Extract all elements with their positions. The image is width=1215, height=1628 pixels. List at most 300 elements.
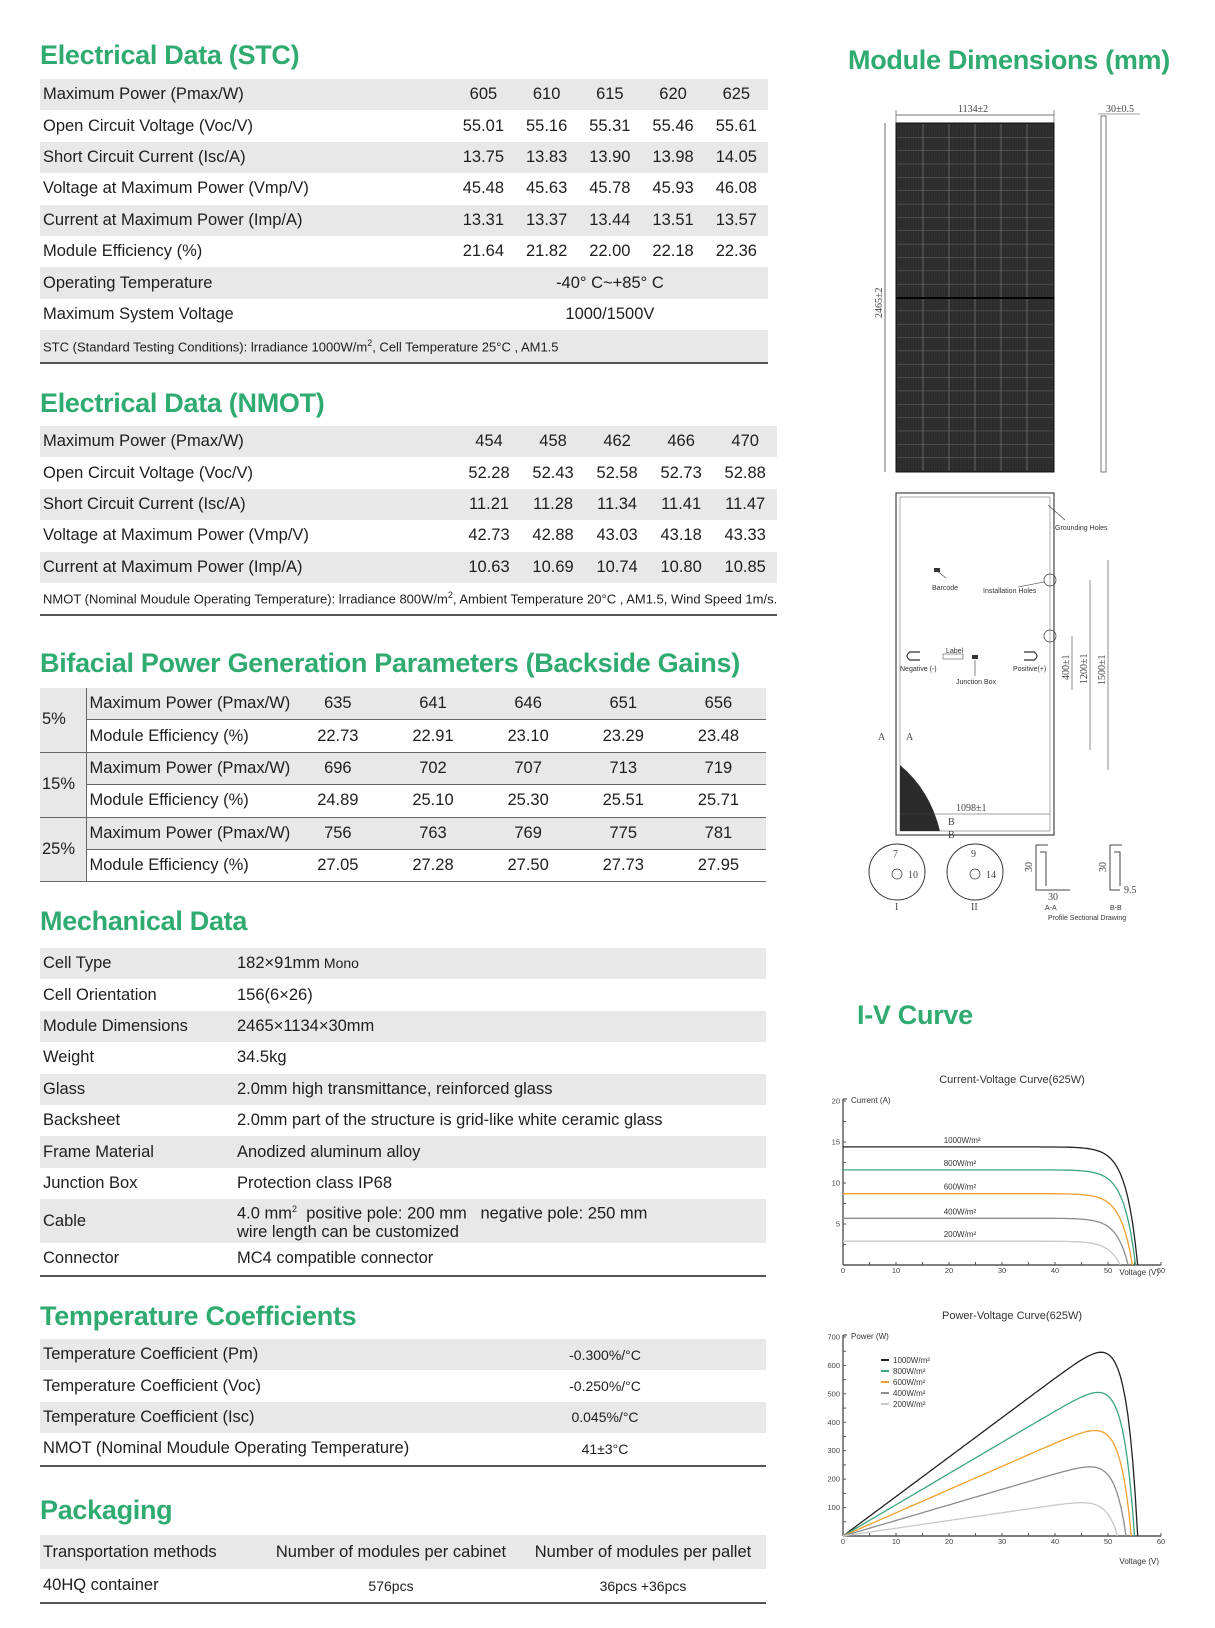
- value-cell: 13.57: [705, 205, 768, 236]
- value-cell: 41±3°C: [581, 1440, 629, 1457]
- series-label: 1000W/m²: [943, 1135, 981, 1145]
- profile-bb: [1110, 845, 1122, 890]
- value-cell: 52.88: [724, 463, 766, 482]
- packaging-cell: 36pcs +36pcs: [599, 1577, 687, 1594]
- x-tick-label: 40: [1050, 1266, 1060, 1275]
- value-cell: 756: [290, 817, 385, 849]
- value-cell: 13.75: [452, 142, 515, 173]
- iv-curve-title: I-V Curve: [857, 1000, 973, 1030]
- row-label: Temperature Coefficient (Voc): [43, 1376, 261, 1395]
- value-cell: 27.73: [576, 849, 671, 881]
- value-cell: 46.08: [715, 179, 757, 198]
- backside-gain: 15%: [40, 752, 86, 817]
- profile-bb-name: B-B: [1110, 905, 1122, 912]
- value-cell: 13.37: [515, 205, 578, 236]
- backside-gain: 25%: [40, 817, 86, 882]
- stc-row: [40, 205, 768, 236]
- row-value: [234, 1168, 766, 1199]
- row-value: [234, 1136, 766, 1167]
- row-label: Temperature Coefficient (Isc): [40, 1402, 510, 1433]
- row-label: Connector: [43, 1249, 120, 1268]
- bifacial-row: [40, 817, 766, 849]
- value-cell: 27.50: [481, 849, 576, 881]
- value-suffix: Mono: [320, 955, 359, 972]
- value-cell: 775: [576, 817, 671, 849]
- value-cell: 23.48: [671, 720, 766, 752]
- value-cell: 23.29: [576, 720, 671, 752]
- x-tick-label: 50: [1103, 1266, 1113, 1275]
- series-label: 600W/m²: [943, 1182, 977, 1192]
- row-label: Maximum Power (Pmax/W): [86, 688, 290, 720]
- back-view: [878, 493, 1108, 841]
- mechanical-table: [40, 948, 766, 1277]
- chart-title: Current-Voltage Curve(625W): [939, 1074, 1085, 1086]
- value-cell: 641: [385, 688, 480, 720]
- value-cell: 13.83: [515, 142, 578, 173]
- x-tick-label: 30: [997, 1266, 1007, 1275]
- spacer-cell: [700, 1339, 766, 1370]
- value-cell: 52.58: [596, 463, 638, 482]
- value-cell: 22.91: [385, 720, 480, 752]
- value-cell: 11.47: [713, 489, 777, 520]
- series-line-1000: [843, 1352, 1138, 1536]
- row-value: [234, 1105, 766, 1136]
- y-tick-label: 700: [827, 1332, 840, 1342]
- value-cell: -40° C~+85° C: [452, 267, 768, 298]
- height-dimension: 2465±2: [874, 287, 885, 318]
- section-b-top: B: [948, 817, 955, 828]
- packaging-row: [40, 1569, 766, 1603]
- x-axis-label: Voltage (V): [1119, 1557, 1159, 1566]
- x-tick-label: 0: [840, 1266, 846, 1275]
- dim-1500: 1500±1: [1097, 654, 1108, 685]
- value-cell: 55.31: [589, 116, 631, 135]
- legend-label: 800W/m²: [893, 1367, 926, 1376]
- value-cell: 462: [585, 426, 649, 457]
- nmot-row: [40, 426, 777, 457]
- value-cell: 466: [649, 426, 713, 457]
- value-cell: 13.44: [578, 205, 641, 236]
- backside-gain: 5%: [40, 688, 86, 752]
- row-label: Module Efficiency (%): [86, 849, 290, 881]
- detail-i-w: 7: [893, 849, 898, 860]
- row-label: Cell Orientation: [43, 985, 157, 1004]
- stc-title: Electrical Data (STC): [40, 40, 300, 70]
- value-text: 2.0mm high transmittance, reinforced glass: [237, 1079, 553, 1098]
- y-tick-label: 5: [835, 1219, 840, 1229]
- row-label: Module Efficiency (%): [86, 785, 290, 817]
- value-sup: 2: [292, 1203, 298, 1214]
- max-system-voltage-row: [40, 299, 768, 330]
- legend-label: 600W/m²: [893, 1378, 926, 1387]
- detail-ii-w: 9: [971, 849, 976, 860]
- value-text: 2465×1134×30mm: [237, 1016, 375, 1035]
- mechanical-row: [40, 1074, 766, 1105]
- note-text: STC (Standard Testing Conditions): lrradiance 1000W/m: [43, 338, 368, 354]
- current-voltage-chart: [820, 1070, 1200, 1290]
- value-cell: 707: [481, 752, 576, 784]
- value-cell: 13.51: [641, 205, 704, 236]
- value-cell: 719: [671, 752, 766, 784]
- value-text: Anodized aluminum alloy: [237, 1142, 421, 1161]
- row-label: Cell Type: [40, 948, 234, 979]
- note-text: NMOT (Nominal Moudule Operating Temperature): lrradiance 800W/m: [43, 591, 448, 607]
- value-cell: 696: [290, 752, 385, 784]
- value-cell: 656: [671, 688, 766, 720]
- value-cell: 52.73: [660, 463, 702, 482]
- profile-aa: [1036, 845, 1070, 890]
- x-tick-label: 60: [1156, 1537, 1166, 1546]
- detail-ii-h: 14: [986, 870, 996, 881]
- row-value: [234, 979, 766, 1010]
- mechanical-row: [40, 1011, 766, 1042]
- value-cell: 635: [290, 688, 385, 720]
- nmot-table: [40, 426, 777, 616]
- packaging-title: Packaging: [40, 1495, 173, 1525]
- mechanical-row: [40, 1168, 766, 1199]
- x-tick-label: 20: [944, 1266, 954, 1275]
- series-line-200: [843, 1241, 1120, 1265]
- series-label: 200W/m²: [943, 1230, 977, 1240]
- bifacial-row: [40, 849, 766, 881]
- y-tick-label: 200: [827, 1474, 840, 1484]
- mechanical-row: [40, 1243, 766, 1275]
- value-cell: 55.01: [462, 116, 505, 135]
- bifacial-row: [40, 688, 766, 720]
- packaging-table: [40, 1535, 766, 1604]
- value-cell: 458: [521, 426, 585, 457]
- x-axis-label: Voltage (V): [1119, 1268, 1159, 1277]
- note-text: , Cell Temperature 25°C , AM1.5: [372, 338, 559, 354]
- section-a-left: A: [878, 732, 886, 743]
- value-text: Protection class IP68: [237, 1173, 392, 1192]
- value-cell: 454: [457, 426, 521, 457]
- spacer-cell: [700, 1433, 766, 1465]
- value-cell: 713: [576, 752, 671, 784]
- operating-temperature-row: [40, 267, 768, 298]
- bifacial-row: [40, 785, 766, 817]
- x-tick-label: 10: [891, 1266, 901, 1275]
- row-label: Backsheet: [43, 1111, 121, 1130]
- x-tick-label: 40: [1050, 1537, 1060, 1546]
- legend-label: 1000W/m²: [893, 1356, 930, 1365]
- value-cell: 605: [452, 79, 515, 110]
- thickness-dimension: 30±0.5: [1106, 104, 1134, 115]
- value-cell: 11.28: [521, 489, 585, 520]
- value-cell: 0.045%/°C: [510, 1402, 700, 1433]
- value-cell: -0.300%/°C: [510, 1339, 700, 1370]
- value-cell: 10.85: [713, 552, 777, 583]
- stc-note: STC (Standard Testing Conditions): lrradiance $1000W/m^2$, Cell Temperature 25°C , AM1.5: [40, 330, 768, 362]
- stc-table: [40, 79, 768, 364]
- y-tick-label: 400: [827, 1417, 840, 1427]
- value-cell: 763: [385, 817, 480, 849]
- value-cell: 27.05: [290, 849, 385, 881]
- row-label: Module Efficiency (%): [43, 242, 203, 261]
- packaging-header: Number of modules per pallet: [520, 1535, 766, 1569]
- value-cell: 55.46: [652, 116, 694, 135]
- x-tick-label: 20: [944, 1537, 954, 1546]
- row-value: [234, 948, 766, 979]
- installation-holes-label: Installation Holes: [983, 588, 1037, 595]
- row-label: Module Efficiency (%): [86, 720, 290, 752]
- value-cell: 43.03: [596, 526, 638, 545]
- value-cell: 781: [671, 817, 766, 849]
- value-text: 34.5kg: [237, 1048, 287, 1067]
- stc-row: [40, 173, 768, 204]
- value-cell: 21.64: [462, 242, 505, 261]
- value-cell: 769: [481, 817, 576, 849]
- profile-bb-h: 30: [1098, 862, 1109, 872]
- temperature-table: [40, 1339, 766, 1467]
- y-axis-label: Power (W): [851, 1332, 889, 1341]
- value-cell: 52.28: [468, 463, 510, 482]
- junction-box-icon: [972, 655, 978, 659]
- temperature-row: [40, 1339, 766, 1370]
- value-cell: 45.63: [525, 179, 568, 198]
- row-label: Voltage at Maximum Power (Vmp/V): [43, 179, 309, 198]
- mechanical-row: [40, 1136, 766, 1167]
- row-label: Short Circuit Current (Isc/A): [40, 489, 457, 520]
- row-label: Open Circuit Voltage (Voc/V): [43, 463, 254, 482]
- value-cell: 1000/1500V: [565, 304, 655, 323]
- row-label: Current at Maximum Power (Imp/A): [40, 552, 457, 583]
- module-dimension-drawing: [840, 100, 1200, 960]
- value-cell: 25.30: [481, 785, 576, 817]
- value-text: 156(6×26): [237, 985, 313, 1004]
- nmot-title: Electrical Data (NMOT): [40, 388, 325, 418]
- row-label: Current at Maximum Power (Imp/A): [40, 205, 452, 236]
- barcode-label: Barcode: [932, 585, 959, 592]
- value-cell: 10.69: [521, 552, 585, 583]
- value-cell: 24.89: [290, 785, 385, 817]
- value-cell: 10.74: [585, 552, 649, 583]
- stc-row: [40, 79, 768, 110]
- value-cell: 13.98: [641, 142, 704, 173]
- product-label: Label: [946, 648, 964, 655]
- section-a-right: A: [906, 732, 914, 743]
- row-label: Cable: [40, 1199, 234, 1243]
- value-cell: 651: [576, 688, 671, 720]
- nmot-row: [40, 552, 777, 583]
- y-tick-label: 10: [831, 1178, 840, 1188]
- row-label: Weight: [43, 1048, 95, 1067]
- row-label: Maximum Power (Pmax/W): [86, 752, 290, 784]
- y-tick-label: 20: [831, 1096, 840, 1106]
- series-line-600: [843, 1431, 1131, 1537]
- value-cell: 625: [705, 79, 768, 110]
- row-value: [234, 1011, 766, 1042]
- value-cell: 13.90: [578, 142, 641, 173]
- mechanical-row: [40, 1199, 766, 1243]
- dim-1200: 1200±1: [1079, 653, 1090, 684]
- y-axis-label: Current (A): [851, 1096, 891, 1105]
- value-cell: 55.16: [525, 116, 568, 135]
- profile-aa-name: A-A: [1045, 905, 1057, 912]
- y-tick-label: 15: [831, 1137, 840, 1147]
- temperature-title: Temperature Coefficients: [40, 1301, 357, 1331]
- packaging-header: Transportation methods: [40, 1535, 262, 1569]
- nmot-note-row: [40, 583, 777, 615]
- row-label: Temperature Coefficient (Pm): [40, 1339, 510, 1370]
- profile-caption: Profile Sectional Drawing: [1048, 915, 1127, 922]
- value-cell: 22.18: [652, 242, 694, 261]
- x-tick-label: 30: [997, 1537, 1007, 1546]
- detail-ii-name: II: [971, 902, 978, 913]
- y-tick-label: 500: [827, 1389, 840, 1399]
- stc-row: [40, 236, 768, 267]
- row-label: Operating Temperature: [40, 267, 452, 298]
- value-cell: 25.10: [385, 785, 480, 817]
- value-cell: 52.43: [532, 463, 574, 482]
- packaging-cell: 576pcs: [368, 1577, 414, 1594]
- value-text: 4.0 mm: [237, 1204, 293, 1223]
- value-cell: 11.41: [649, 489, 713, 520]
- note-text: , Ambient Temperature 20°C , AM1.5, Wind Speed 1m/s.: [452, 591, 778, 607]
- row-label: Glass: [40, 1074, 234, 1105]
- nmot-row: [40, 457, 777, 488]
- dimensions-title: Module Dimensions (mm): [848, 45, 1170, 75]
- packaging-header: Number of modules per cabinet: [262, 1535, 520, 1569]
- value-cell: 27.95: [671, 849, 766, 881]
- stc-row: [40, 110, 768, 141]
- series-label: 400W/m²: [943, 1207, 977, 1217]
- value-cell: 27.28: [385, 849, 480, 881]
- packaging-cell: 40HQ container: [43, 1576, 159, 1594]
- row-label: Voltage at Maximum Power (Vmp/V): [43, 526, 309, 545]
- series-line-800: [843, 1170, 1136, 1265]
- value-text: wire length can be customized: [237, 1223, 459, 1242]
- value-cell: 55.61: [715, 116, 757, 135]
- detail-i-name: I: [895, 902, 899, 913]
- grounding-holes-label: Grounding Holes: [1055, 525, 1108, 532]
- value-cell: 11.34: [585, 489, 649, 520]
- packaging-header-row: [40, 1535, 766, 1569]
- series-line-1000: [843, 1147, 1138, 1265]
- temperature-row: [40, 1433, 766, 1465]
- row-value: [234, 1199, 766, 1243]
- value-cell: 615: [578, 79, 641, 110]
- profile-aa-h: 30: [1024, 862, 1035, 872]
- value-cell: 620: [641, 79, 704, 110]
- temperature-row: [40, 1402, 766, 1433]
- y-tick-label: 600: [827, 1360, 840, 1370]
- value-cell: -0.250%/°C: [569, 1378, 641, 1395]
- chart-title: Power-Voltage Curve(625W): [941, 1310, 1083, 1322]
- legend-label: 200W/m²: [893, 1400, 926, 1409]
- nmot-note: NMOT (Nominal Moudule Operating Temperature): lrradiance $800W/m^2$, Ambient Temperature 20°C , AM1.5, Wind Speed 1m/s.: [43, 590, 778, 607]
- solar-panel-side: [1101, 116, 1106, 472]
- value-cell: 25.51: [576, 785, 671, 817]
- y-tick-label: 300: [827, 1446, 840, 1456]
- bifacial-row: [40, 720, 766, 752]
- series-line-600: [843, 1194, 1132, 1265]
- value-cell: 43.33: [724, 526, 766, 545]
- x-tick-label: 50: [1103, 1537, 1113, 1546]
- value-cell: 43.18: [660, 526, 702, 545]
- row-label: Frame Material: [40, 1136, 234, 1167]
- mechanical-row: [40, 979, 766, 1010]
- value-cell: 646: [481, 688, 576, 720]
- positive-label: Positive(+): [1013, 666, 1047, 673]
- row-label: Junction Box: [43, 1173, 138, 1192]
- inner-width-dimension: 1098±1: [956, 803, 987, 814]
- bifacial-table: [40, 688, 766, 882]
- value-cell: 45.48: [462, 179, 505, 198]
- value-cell: 10.80: [649, 552, 713, 583]
- value-cell: 11.21: [457, 489, 521, 520]
- dim-400: 400±1: [1061, 654, 1072, 680]
- value-cell: 45.93: [652, 179, 694, 198]
- value-text: 2.0mm part of the structure is grid-like white ceramic glass: [237, 1111, 663, 1130]
- bifacial-row: [40, 752, 766, 784]
- value-text: 182×91mm: [237, 954, 321, 973]
- front-view: [874, 104, 1140, 472]
- row-label: Open Circuit Voltage (Voc/V): [43, 116, 254, 135]
- nmot-row: [40, 520, 777, 551]
- value-cell: 22.00: [589, 242, 631, 261]
- series-line-400: [843, 1467, 1126, 1536]
- row-label: Maximum Power (Pmax/W): [40, 79, 452, 110]
- nmot-row: [40, 489, 777, 520]
- value-cell: 45.78: [589, 179, 631, 198]
- width-dimension: 1134±2: [958, 104, 989, 115]
- value-cell: 22.73: [290, 720, 385, 752]
- detail-drawings: [869, 844, 1137, 922]
- value-text: positive pole: 200 mm negative pole: 250 mm: [297, 1204, 648, 1223]
- series-line-200: [843, 1503, 1118, 1536]
- junction-box-label: Junction Box: [956, 679, 997, 686]
- profile-bb-w: 9.5: [1124, 885, 1137, 896]
- power-voltage-chart: [820, 1310, 1200, 1600]
- mechanical-row: [40, 948, 766, 979]
- value-cell: 22.36: [715, 242, 757, 261]
- row-value: [234, 1074, 766, 1105]
- x-tick-label: 60: [1156, 1266, 1166, 1275]
- mechanical-row: [40, 1105, 766, 1136]
- value-cell: 702: [385, 752, 480, 784]
- x-tick-label: 10: [891, 1537, 901, 1546]
- value-cell: 14.05: [705, 142, 768, 173]
- row-label: Maximum System Voltage: [43, 304, 234, 323]
- stc-row: [40, 142, 768, 173]
- y-tick-label: 100: [827, 1503, 840, 1513]
- value-cell: 610: [515, 79, 578, 110]
- row-label: NMOT (Nominal Moudule Operating Temperature): [43, 1439, 410, 1458]
- value-cell: 25.71: [671, 785, 766, 817]
- value-text: MC4 compatible connector: [237, 1249, 434, 1268]
- row-label: Short Circuit Current (Isc/A): [40, 142, 452, 173]
- temperature-row: [40, 1370, 766, 1401]
- row-label: Maximum Power (Pmax/W): [40, 426, 457, 457]
- row-value: [234, 1042, 766, 1073]
- detail-i-h: 10: [908, 870, 918, 881]
- stc-note-row: [40, 330, 768, 362]
- row-label: Maximum Power (Pmax/W): [86, 817, 290, 849]
- spacer-cell: [700, 1402, 766, 1433]
- value-cell: 21.82: [525, 242, 568, 261]
- x-tick-label: 0: [840, 1537, 846, 1546]
- value-cell: 10.63: [457, 552, 521, 583]
- section-b-bottom: B: [948, 830, 955, 841]
- value-cell: 42.88: [532, 526, 574, 545]
- spacer-cell: [700, 1370, 766, 1401]
- negative-label: Negative (-): [900, 666, 937, 673]
- series-label: 800W/m²: [943, 1158, 977, 1168]
- value-cell: 42.73: [468, 526, 510, 545]
- value-cell: 470: [713, 426, 777, 457]
- profile-aa-w: 30: [1048, 892, 1058, 903]
